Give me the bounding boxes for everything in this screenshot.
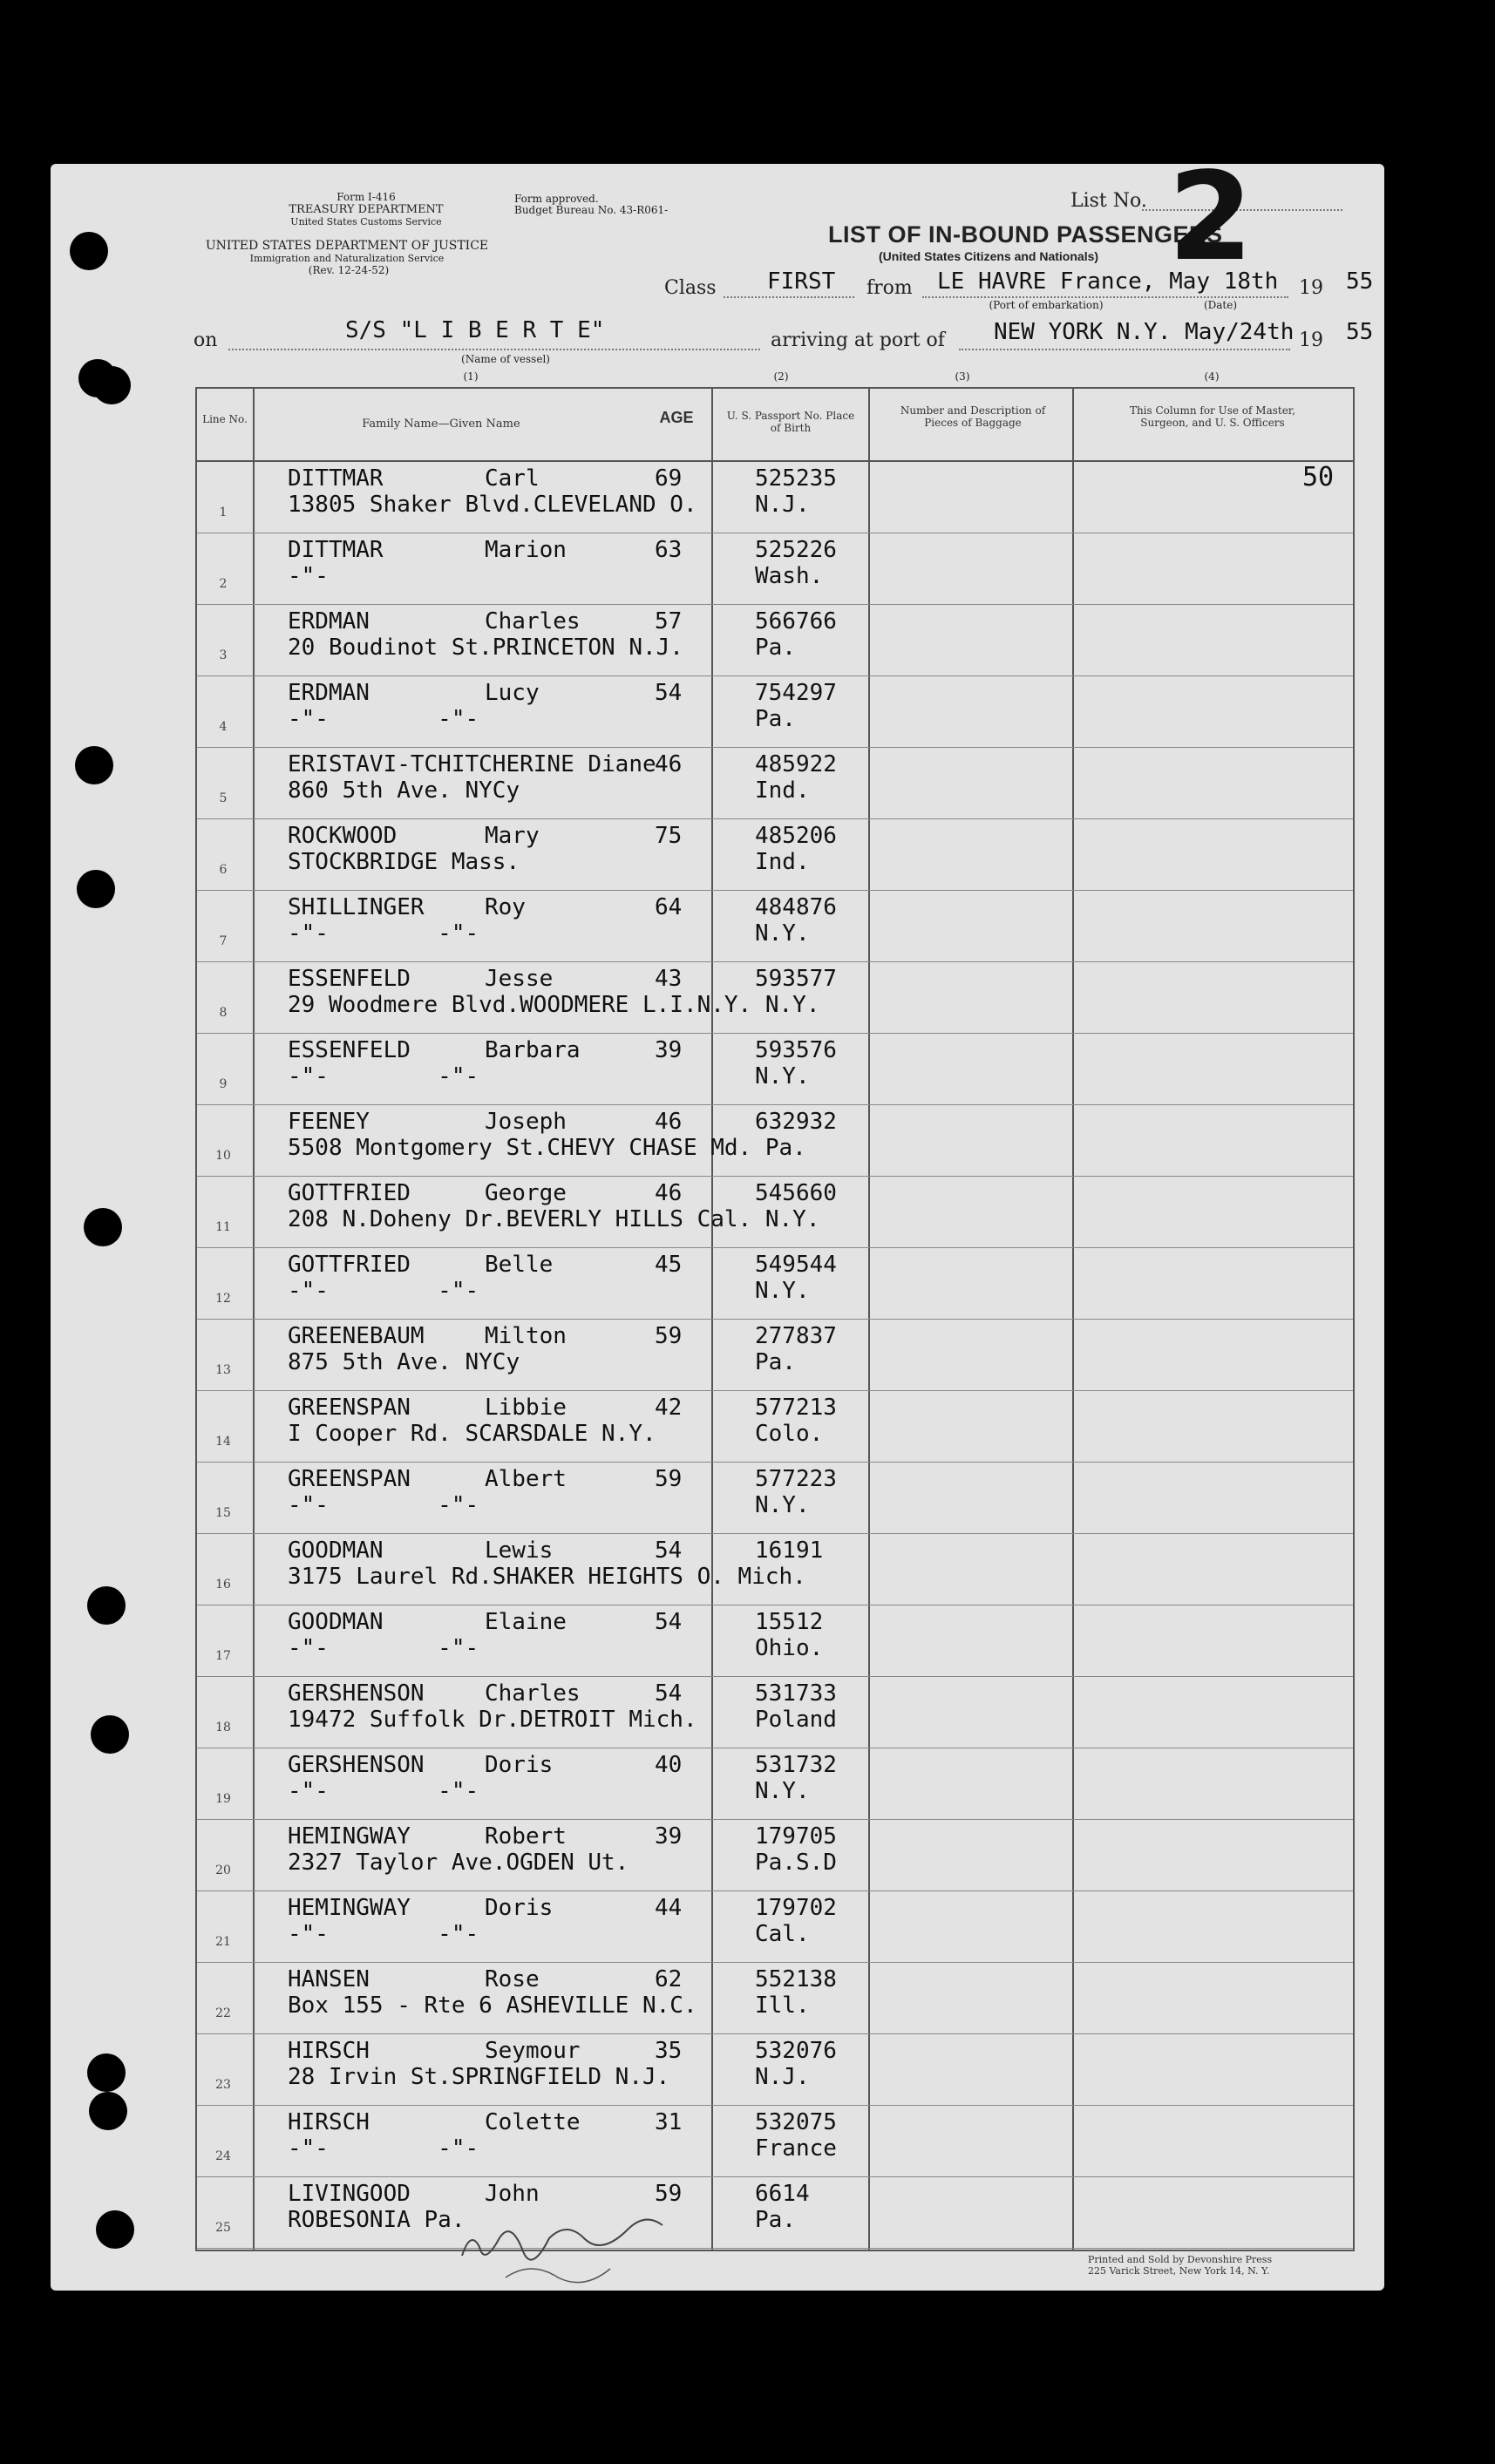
table-row — [197, 1034, 1353, 1105]
age-value: 64 — [655, 894, 683, 920]
col-header-line: Line No. — [202, 413, 248, 425]
family-name: ROCKWOOD — [288, 823, 398, 849]
punch-hole — [75, 746, 113, 784]
table-row — [197, 891, 1353, 962]
age-value: 46 — [655, 1109, 683, 1135]
address: -"- -"- — [288, 920, 479, 947]
given-name: John — [485, 2181, 540, 2207]
date-caption: (Date) — [1203, 299, 1238, 311]
arriving-label: arriving at port of — [771, 329, 945, 351]
line-number: 1 — [219, 506, 228, 519]
line-number: 15 — [215, 1506, 231, 1520]
given-name: Carl — [485, 465, 540, 492]
passport-number: 485922 — [755, 751, 837, 777]
address: 19472 Suffolk Dr.DETROIT Mich. — [288, 1707, 697, 1733]
family-name: HIRSCH — [288, 2038, 370, 2064]
arrival-value: NEW YORK N.Y. May/24th — [994, 319, 1295, 345]
given-name: Joseph — [485, 1109, 567, 1135]
age-value: 59 — [655, 1323, 683, 1349]
line-number: 10 — [215, 1149, 231, 1163]
year-prefix: 19 — [1299, 277, 1323, 299]
passenger-table — [195, 387, 1355, 2251]
table-row — [197, 1534, 1353, 1605]
list-number: 2 — [1168, 146, 1254, 288]
family-name: GERSHENSON — [288, 1680, 425, 1707]
place-of-birth: Pa. — [755, 2207, 796, 2233]
printer-line-2: 225 Varick Street, New York 14, N. Y. — [1088, 2265, 1270, 2277]
passport-number: 525235 — [755, 465, 837, 492]
line-number: 19 — [215, 1792, 231, 1806]
given-name: Colette — [485, 2109, 581, 2135]
place-of-birth: Ill. — [755, 1992, 810, 2019]
address: -"- -"- — [288, 1278, 479, 1304]
line-number: 9 — [219, 1077, 228, 1091]
line-number: 24 — [215, 2149, 231, 2163]
place-of-birth: Poland — [755, 1707, 837, 1733]
family-name: ERDMAN — [288, 608, 370, 635]
family-name: GREENEBAUM — [288, 1323, 425, 1349]
officer-mark: 50 — [1302, 462, 1335, 492]
line-number: 16 — [215, 1578, 231, 1592]
table-row — [197, 1177, 1353, 1248]
budget-bureau: Budget Bureau No. 43-R061- — [514, 204, 669, 216]
col-header-age: AGE — [659, 409, 694, 426]
line-number: 2 — [219, 577, 228, 591]
age-value: 75 — [655, 823, 683, 849]
table-row — [197, 1605, 1353, 1677]
line-number: 4 — [219, 720, 228, 734]
place-of-birth: Colo. — [755, 1421, 824, 1447]
place-of-birth: Ind. — [755, 777, 810, 804]
given-name: Jesse — [485, 966, 554, 992]
from-line — [922, 296, 1288, 298]
given-name: Seymour — [485, 2038, 581, 2064]
address: 5508 Montgomery St.CHEVY CHASE Md. Pa. — [288, 1135, 806, 1161]
address: -"- -"- — [288, 1063, 479, 1089]
family-name: ERISTAVI-TCHITCHERINE Diane — [288, 751, 656, 777]
line-number: 20 — [215, 1863, 231, 1877]
address: -"- -"- — [288, 1635, 479, 1661]
table-row — [197, 676, 1353, 748]
place-of-birth: Pa. — [755, 635, 796, 661]
table-row — [197, 962, 1353, 1034]
given-name: Elaine — [485, 1609, 567, 1635]
table-row — [197, 1248, 1353, 1320]
punch-hole — [96, 2210, 134, 2249]
punch-hole — [84, 1208, 122, 1246]
family-name: GOTTFRIED — [288, 1180, 411, 1206]
place-of-birth: Ind. — [755, 849, 810, 875]
age-value: 54 — [655, 1680, 683, 1707]
passport-number: 577223 — [755, 1466, 837, 1492]
address: -"- -"- — [288, 1778, 479, 1804]
place-of-birth: Ohio. — [755, 1635, 824, 1661]
place-of-birth: N.Y. — [755, 1778, 810, 1804]
class-value: FIRST — [767, 268, 836, 295]
class-line — [724, 296, 854, 298]
table-row — [197, 1820, 1353, 1891]
address: Box 155 - Rte 6 ASHEVILLE N.C. — [288, 1992, 697, 2019]
place-of-birth: N.J. — [755, 492, 810, 518]
place-of-birth: Pa. — [755, 1349, 796, 1375]
given-name: Doris — [485, 1895, 554, 1921]
line-number: 25 — [215, 2221, 231, 2235]
age-value: 46 — [655, 751, 683, 777]
address: 20 Boudinot St.PRINCETON N.J. — [288, 635, 683, 661]
form-approved: Form approved. — [514, 193, 599, 205]
given-name: Doris — [485, 1752, 554, 1778]
punch-hole — [89, 2092, 127, 2130]
address: -"- -"- — [288, 2135, 479, 2162]
passport-number: 531732 — [755, 1752, 837, 1778]
passport-number: 552138 — [755, 1966, 837, 1992]
passport-number: 531733 — [755, 1680, 837, 1707]
given-name: Roy — [485, 894, 526, 920]
arriving-line — [959, 349, 1290, 350]
age-value: 59 — [655, 1466, 683, 1492]
table-row — [197, 2034, 1353, 2106]
year-value-2: 55 — [1346, 319, 1374, 345]
table-row — [197, 1391, 1353, 1463]
treasury-dept: TREASURY DEPARTMENT — [289, 203, 444, 216]
given-name: George — [485, 1180, 567, 1206]
col-num-2: (2) — [773, 370, 789, 383]
family-name: LIVINGOOD — [288, 2181, 411, 2207]
passport-number: 532075 — [755, 2109, 837, 2135]
line-number: 6 — [219, 863, 228, 877]
age-value: 57 — [655, 608, 683, 635]
address: 860 5th Ave. NYCy — [288, 777, 520, 804]
family-name: DITTMAR — [288, 465, 384, 492]
col-num-3: (3) — [955, 370, 970, 383]
age-value: 42 — [655, 1395, 683, 1421]
ins-service: Immigration and Naturalization Service — [249, 253, 445, 264]
table-row — [197, 2177, 1353, 2249]
age-value: 45 — [655, 1252, 683, 1278]
table-row — [197, 819, 1353, 891]
line-number: 21 — [215, 1935, 231, 1949]
place-of-birth: N.Y. — [755, 1278, 810, 1304]
line-number: 8 — [219, 1006, 228, 1020]
family-name: GOODMAN — [288, 1609, 384, 1635]
address: 3175 Laurel Rd.SHAKER HEIGHTS O. Mich. — [288, 1564, 806, 1590]
address: STOCKBRIDGE Mass. — [288, 849, 520, 875]
list-no-label: List No. — [1070, 190, 1147, 212]
line-number: 22 — [215, 2006, 231, 2020]
place-of-birth: France — [755, 2135, 837, 2162]
port-embark-caption: (Port of embarkation) — [989, 299, 1104, 311]
line-number: 23 — [215, 2078, 231, 2092]
line-number: 17 — [215, 1649, 231, 1663]
passport-number: 632932 — [755, 1109, 837, 1135]
family-name: ESSENFELD — [288, 966, 411, 992]
printer-line-1: Printed and Sold by Devonshire Press — [1088, 2254, 1273, 2265]
passport-number: 754297 — [755, 680, 837, 706]
col-header-officers: This Column for Use of Master, Surgeon, and U. S. Officers — [1129, 404, 1296, 429]
embark-value: LE HAVRE France, May 18th — [937, 268, 1279, 295]
line-number: 18 — [215, 1721, 231, 1734]
punch-hole — [77, 870, 115, 908]
vessel-name: S/S "L I B E R T E" — [345, 317, 605, 343]
family-name: HANSEN — [288, 1966, 370, 1992]
given-name: Charles — [485, 608, 581, 635]
given-name: Lucy — [485, 680, 540, 706]
given-name: Lewis — [485, 1537, 554, 1564]
row-rule — [197, 2248, 1353, 2249]
table-row — [197, 533, 1353, 605]
age-value: 39 — [655, 1823, 683, 1850]
given-name: Robert — [485, 1823, 567, 1850]
family-name: FEENEY — [288, 1109, 370, 1135]
address: -"- -"- — [288, 1921, 479, 1947]
table-row — [197, 2106, 1353, 2177]
form-subtitle: (United States Citizens and Nationals) — [879, 249, 1099, 263]
passport-number: 16191 — [755, 1537, 824, 1564]
year-value: 55 — [1346, 268, 1374, 295]
family-name: GREENSPAN — [288, 1466, 411, 1492]
address: ROBESONIA Pa. — [288, 2207, 465, 2233]
address: -"- — [288, 563, 329, 589]
passport-number: 545660 — [755, 1180, 837, 1206]
given-name: Libbie — [485, 1395, 567, 1421]
age-value: 31 — [655, 2109, 683, 2135]
class-label: Class — [664, 277, 717, 299]
year-prefix-2: 19 — [1299, 329, 1323, 351]
age-value: 35 — [655, 2038, 683, 2064]
col-header-passport: U. S. Passport No. Place of Birth — [726, 410, 855, 434]
passport-number: 525226 — [755, 537, 837, 563]
col-header-name: Family Name—Given Name — [362, 417, 520, 431]
passport-number: 485206 — [755, 823, 837, 849]
age-value: 44 — [655, 1895, 683, 1921]
passport-number: 179705 — [755, 1823, 837, 1850]
age-value: 54 — [655, 1609, 683, 1635]
age-value: 54 — [655, 1537, 683, 1564]
line-number: 5 — [219, 791, 228, 805]
table-row — [197, 1677, 1353, 1748]
table-row — [197, 1105, 1353, 1177]
line-number: 13 — [215, 1363, 231, 1377]
form-number: Form I-416 — [336, 191, 396, 203]
place-of-birth: Pa. — [755, 706, 796, 732]
given-name: Rose — [485, 1966, 540, 1992]
table-row — [197, 1748, 1353, 1820]
printer-imprint — [1088, 2254, 1272, 2277]
family-name: GREENSPAN — [288, 1395, 411, 1421]
handwritten-signature — [453, 2203, 715, 2291]
family-name: HEMINGWAY — [288, 1823, 411, 1850]
address: -"- -"- — [288, 706, 479, 732]
age-value: 46 — [655, 1180, 683, 1206]
on-label: on — [194, 329, 218, 351]
passport-number: 593577 — [755, 966, 837, 992]
passport-number: 15512 — [755, 1609, 824, 1635]
passport-number: 566766 — [755, 608, 837, 635]
line-number: 7 — [219, 934, 228, 948]
vessel-caption: (Name of vessel) — [461, 353, 550, 365]
punch-hole — [87, 1586, 126, 1625]
given-name: Belle — [485, 1252, 554, 1278]
given-name: Barbara — [485, 1037, 581, 1063]
family-name: DITTMAR — [288, 537, 384, 563]
table-row — [197, 1320, 1353, 1391]
revision-date: (Rev. 12-24-52) — [308, 264, 390, 276]
family-name: GOTTFRIED — [288, 1252, 411, 1278]
line-number: 12 — [215, 1292, 231, 1306]
passport-number: 549544 — [755, 1252, 837, 1278]
place-of-birth: Pa.S.D — [755, 1850, 837, 1876]
family-name: GOODMAN — [288, 1537, 384, 1564]
given-name: Milton — [485, 1323, 567, 1349]
given-name: Marion — [485, 537, 567, 563]
age-value: 62 — [655, 1966, 683, 1992]
address: I Cooper Rd. SCARSDALE N.Y. — [288, 1421, 656, 1447]
table-row — [197, 748, 1353, 819]
place-of-birth: Wash. — [755, 563, 824, 589]
age-value: 40 — [655, 1752, 683, 1778]
table-row — [197, 1891, 1353, 1963]
age-value: 54 — [655, 680, 683, 706]
given-name: Albert — [485, 1466, 567, 1492]
family-name: HIRSCH — [288, 2109, 370, 2135]
place-of-birth: N.J. — [755, 2064, 810, 2090]
age-value: 43 — [655, 966, 683, 992]
age-value: 63 — [655, 537, 683, 563]
family-name: HEMINGWAY — [288, 1895, 411, 1921]
place-of-birth: N.Y. — [755, 1063, 810, 1089]
col-num-1: (1) — [463, 370, 479, 383]
given-name: Charles — [485, 1680, 581, 1707]
passport-number: 179702 — [755, 1895, 837, 1921]
address: 208 N.Doheny Dr.BEVERLY HILLS Cal. N.Y. — [288, 1206, 820, 1232]
place-of-birth: N.Y. — [755, 920, 810, 947]
table-row — [197, 462, 1353, 533]
form-title: LIST OF IN-BOUND PASSENGERS — [828, 221, 1223, 248]
vessel-line — [228, 349, 760, 350]
table-row — [197, 1963, 1353, 2034]
customs-service: United States Customs Service — [290, 216, 442, 227]
punch-hole — [70, 232, 108, 270]
family-name: GERSHENSON — [288, 1752, 425, 1778]
age-value: 59 — [655, 2181, 683, 2207]
line-number: 11 — [215, 1220, 231, 1234]
address: 875 5th Ave. NYCy — [288, 1349, 520, 1375]
family-name: ESSENFELD — [288, 1037, 411, 1063]
punch-hole — [87, 2053, 126, 2092]
col-header-baggage: Number and Description of Pieces of Baggage — [900, 404, 1046, 429]
given-name: Mary — [485, 823, 540, 849]
address: 2327 Taylor Ave.OGDEN Ut. — [288, 1850, 629, 1876]
punch-hole — [91, 1715, 129, 1754]
age-value: 39 — [655, 1037, 683, 1063]
line-number: 3 — [219, 648, 228, 662]
passport-number: 577213 — [755, 1395, 837, 1421]
table-row — [197, 1463, 1353, 1534]
place-of-birth: N.Y. — [755, 1492, 810, 1518]
passport-number: 593576 — [755, 1037, 837, 1063]
passport-number: 277837 — [755, 1323, 837, 1349]
passport-number: 532076 — [755, 2038, 837, 2064]
punch-hole — [92, 366, 131, 404]
col-num-4: (4) — [1204, 370, 1220, 383]
age-value: 69 — [655, 465, 683, 492]
address: 13805 Shaker Blvd.CLEVELAND O. — [288, 492, 697, 518]
passport-number: 484876 — [755, 894, 837, 920]
table-row — [197, 605, 1353, 676]
address: 28 Irvin St.SPRINGFIELD N.J. — [288, 2064, 670, 2090]
line-number: 14 — [215, 1435, 231, 1449]
from-label: from — [866, 277, 913, 299]
address: 29 Woodmere Blvd.WOODMERE L.I.N.Y. N.Y. — [288, 992, 820, 1018]
justice-dept: UNITED STATES DEPARTMENT OF JUSTICE — [205, 239, 489, 253]
address: -"- -"- — [288, 1492, 479, 1518]
family-name: SHILLINGER — [288, 894, 425, 920]
family-name: ERDMAN — [288, 680, 370, 706]
passport-number: 6614 — [755, 2181, 810, 2207]
place-of-birth: Cal. — [755, 1921, 810, 1947]
